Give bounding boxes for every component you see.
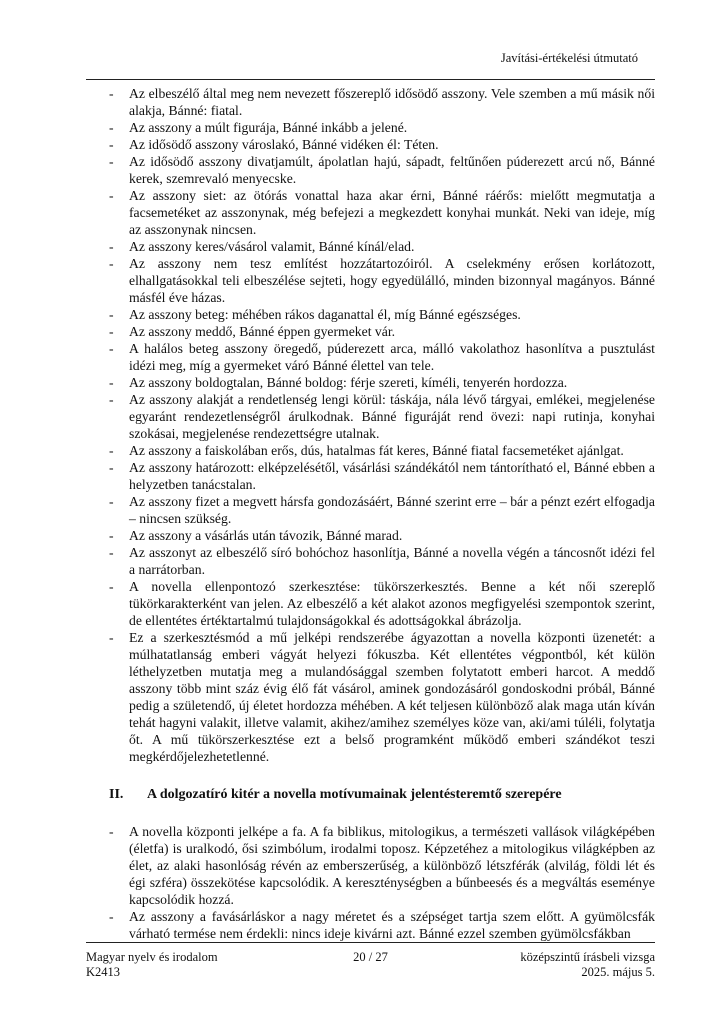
bullet-item (109, 374, 655, 391)
bullet-dash: - (109, 239, 114, 254)
bullet-text: A novella ellenpontozó szerkesztése: tükörszerkesztés. Benne a két női szereplő tükörkarakterként van jelen. Az elbeszélő a két alakot azonos megfigyelési szempontok szerint, de ellentétes értéktartalmú tulajdonságokkal és adottságokkal ábrázolja. (129, 579, 655, 628)
section-number: II. (109, 787, 124, 802)
bullet-text: Az asszony meddő, Bánné éppen gyermeket vár. (129, 324, 396, 339)
bullet-text: A halálos beteg asszony öregedő, púderezett arca, málló vakolathoz hasonlítva a pusztulást idézi meg, míg a gyermeket váró Bánné élettel van tele. (129, 341, 655, 373)
bullet-dash: - (109, 528, 114, 543)
bullet-item (109, 85, 655, 119)
page-content (109, 85, 655, 942)
section-heading (109, 786, 655, 803)
section-title: A dolgozatíró kitér a novella motívumainak jelentésteremtő szerepére (147, 787, 562, 802)
footer-date: 2025. május 5. (581, 965, 655, 979)
bullet-text: Ez a szerkesztésmód a mű jelképi rendszerébe ágyazottan a novella központi üzenetét: a múlhatatlanság emberi vágyát helyezi fókuszba. Két ellentétes végpontból, két külön léthelyzetben mutatja meg a mulandósággal szemben folytatott emberi harcot. A meddő asszony több mint száz évig élő fát vásárol, aminek gondozásáról gondoskodni próbál, Bánné pedig a születendő, új életet hordozza méhében. A két teljesen különböző alak maga után kíván tehát hagyni valakit, illetve valamit, akihez/amihez személyes köze van, aki/ami túléli, folytatja őt. A mű tükörszerkesztése ezt a belső programként működő emberi szándékot teszi megkérdőjelezhetetlenné. (129, 630, 655, 764)
page-header-title: Javítási-értékelési útmutató (500, 51, 638, 65)
bullet-text: Az asszony boldogtalan, Bánné boldog: férje szereti, kíméli, tenyerén hordozza. (129, 375, 568, 390)
bullet-text: Az asszonyt az elbeszélő síró bohóchoz hasonlítja, Bánné a novella végén a táncosnőt idézi fel a narrátorban. (129, 545, 655, 577)
bullet-text: Az asszony nem tesz említést hozzátartozóiról. A cselekmény erősen korlátozott, elhallgatásokkal teli elbeszélése sejteti, hogy egyedülálló, minden bizonnyal magányos. Bánné másfél éve házas. (129, 256, 655, 305)
bullet-list-comparison (109, 85, 655, 765)
bullet-dash: - (109, 86, 114, 101)
bullet-dash: - (109, 630, 114, 645)
bullet-item (109, 340, 655, 374)
bullet-text: Az asszony beteg: méhében rákos daganattal él, míg Bánné egészséges. (129, 307, 521, 322)
bullet-dash: - (109, 579, 114, 594)
bullet-item (109, 823, 655, 908)
bullet-item (109, 323, 655, 340)
bullet-dash: - (109, 137, 114, 152)
bullet-item (109, 119, 655, 136)
bullet-dash: - (109, 460, 114, 475)
footer-page-number: 20 / 27 (353, 950, 388, 964)
bullet-item (109, 136, 655, 153)
bullet-dash: - (109, 120, 114, 135)
bullet-dash: - (109, 545, 114, 560)
bullet-text: Az asszony a múlt figurája, Bánné inkább a jelené. (129, 120, 408, 135)
footer-rule (86, 942, 655, 943)
bullet-item (109, 544, 655, 578)
bullet-item (109, 527, 655, 544)
bullet-list-motifs (109, 823, 655, 942)
bullet-dash: - (109, 824, 114, 839)
bullet-dash: - (109, 392, 114, 407)
bullet-text: Az elbeszélő által meg nem nevezett főszereplő idősödő asszony. Vele szemben a mű másik női alakja, Bánné: fiatal. (129, 86, 655, 118)
bullet-dash: - (109, 375, 114, 390)
bullet-text: Az asszony alakját a rendetlenség lengi körül: táskája, nála lévő tárgyai, emlékei, megjelenése egyaránt rendezetlenségről árulkodnak. Bánné figuráját rend övezi: napi rutinja, konyhai szokásai, megjelenése rendezettségre utalnak. (129, 392, 655, 441)
bullet-item (109, 306, 655, 323)
bullet-text: Az idősödő asszony városlakó, Bánné vidéken él: Téten. (129, 137, 439, 152)
bullet-dash: - (109, 307, 114, 322)
bullet-item (109, 238, 655, 255)
bullet-item (109, 908, 655, 942)
bullet-item (109, 153, 655, 187)
bullet-dash: - (109, 443, 114, 458)
bullet-text: Az asszony a favásárláskor a nagy méretet és a szépséget tartja szem előtt. A gyümölcsfák várható termése nem érdekli: nincs ideje kivárni azt. Bánné ezzel szemben gyümölcsfákban (129, 909, 655, 941)
bullet-text: Az asszony keres/vásárol valamit, Bánné kínál/elad. (129, 239, 415, 254)
bullet-dash: - (109, 909, 114, 924)
bullet-item (109, 255, 655, 306)
bullet-dash: - (109, 341, 114, 356)
footer-exam-level: középszintű írásbeli vizsga (520, 950, 655, 964)
footer-code: K2413 (86, 965, 121, 979)
bullet-dash: - (109, 154, 114, 169)
bullet-item (109, 391, 655, 442)
bullet-text: Az asszony fizet a megvett hársfa gondozásáért, Bánné szerint erre – bár a pénzt ezért elfogadja – nincsen szükség. (129, 494, 655, 526)
bullet-text: Az asszony határozott: elképzelésétől, vásárlási szándékától nem tántorítható el, Bánné ebben a helyzetben tanácstalan. (129, 460, 655, 492)
bullet-text: Az asszony siet: az ötórás vonattal haza akar érni, Bánné ráérős: mielőtt megmutatja a facsemetéket az asszonynak, még befejezi a megkezdett konyhai munkát. Neki van ideje, míg az asszonynak nincsen. (129, 188, 655, 237)
bullet-item (109, 187, 655, 238)
bullet-item (109, 442, 655, 459)
bullet-text: A novella központi jelképe a fa. A fa biblikus, mitologikus, a természeti vallások világképében (életfa) is uralkodó, ősi szimbólum, irodalmi toposz. Képzetéhez a mitologikus világképben az élet, az alaki hasonlóság révén az emberszerűség, a különböző létszférák (alvilág, földi lét és égi szféra) összekötése kapcsolódik. A kereszténységben a bűnbeesés és a megváltás eseménye kapcsolódik hozzá. (129, 824, 655, 907)
bullet-item (109, 493, 655, 527)
bullet-dash: - (109, 256, 114, 271)
header-rule (86, 79, 655, 80)
bullet-dash: - (109, 324, 114, 339)
bullet-text: Az asszony a faiskolában erős, dús, hatalmas fát keres, Bánné fiatal facsemetéket ajánlgat. (129, 443, 624, 458)
bullet-dash: - (109, 494, 114, 509)
footer-subject: Magyar nyelv és irodalom (86, 950, 218, 964)
bullet-text: Az idősödő asszony divatjamúlt, ápolatlan hajú, sápadt, feltűnően púderezett arcú nő, Bánné kerek, szemrevaló menyecske. (129, 154, 655, 186)
bullet-item (109, 459, 655, 493)
bullet-dash: - (109, 188, 114, 203)
bullet-item (109, 629, 655, 765)
bullet-item (109, 578, 655, 629)
bullet-text: Az asszony a vásárlás után távozik, Bánné marad. (129, 528, 403, 543)
